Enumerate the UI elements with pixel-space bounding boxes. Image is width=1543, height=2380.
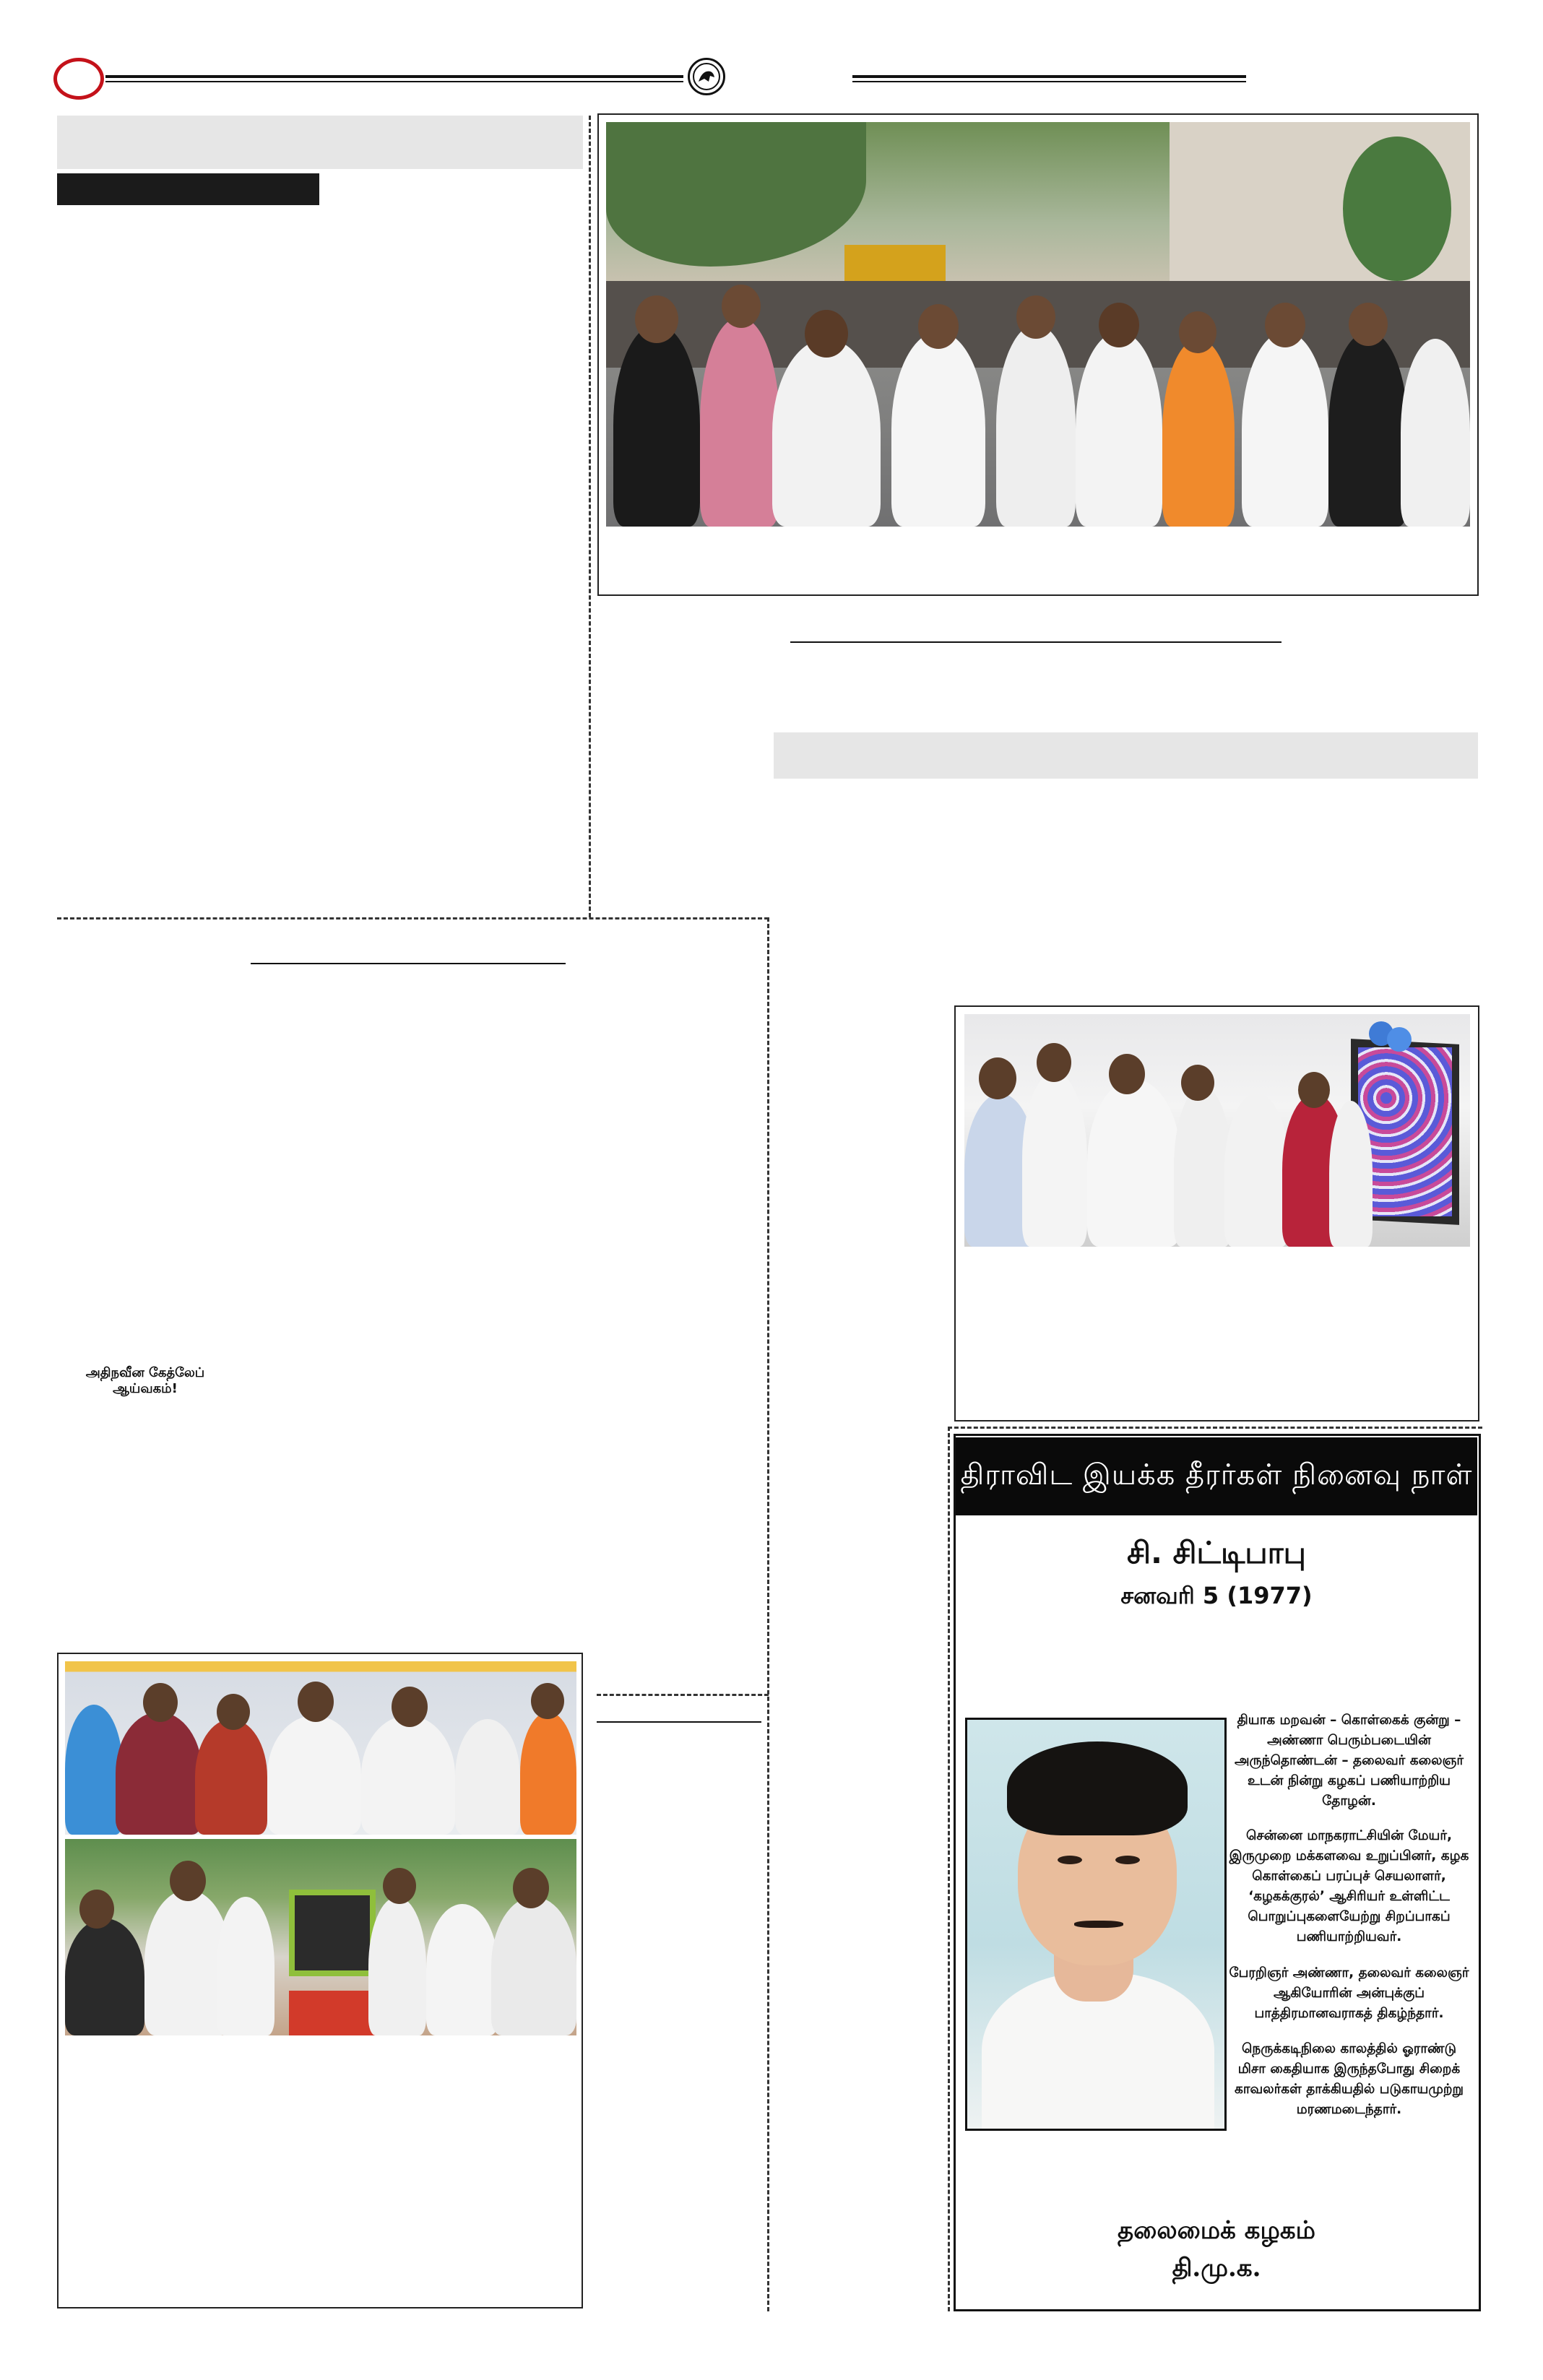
headline-band-right <box>774 732 1478 779</box>
ad-name: சி. சிட்டிபாபு <box>1127 1535 1306 1570</box>
ad-paragraph-2: சென்னை மாநகராட்சியின் மேயர், இருமுறை மக்களவை உறுப்பினர், கழக கொள்கைப் பரப்புச் செயலாளர், ‘கழகக்குரல்’ ஆசிரியர் உள்ளிட்ட பொறுப்புகளையேற்று சிறப்பாகப் பணியாற்றியவர். <box>1229 1828 1469 1944</box>
photo-exhibition <box>964 1014 1470 1247</box>
masthead-rule-right-thin <box>852 81 1246 82</box>
ad-footer-line-1: தலைமைக் கழகம் <box>1118 2216 1315 2245</box>
masthead-rule-right <box>852 75 1246 78</box>
kicker-band-left <box>57 173 319 205</box>
ad-paragraph-4: நெருக்கடிநிலை காலத்தில் ஓராண்டு மிசா கைதியாக இருந்தபோது சிறைக் காவலர்கள் தாக்கியதில் படுகாயமுற்று மரணமடைந்தார். <box>1235 2041 1464 2117</box>
headline-rule-narrow <box>597 1721 761 1723</box>
photo-frame-inauguration <box>57 1653 583 2308</box>
photo-ribbon-cutting <box>65 1661 576 1835</box>
photo-plaque-unveiling <box>65 1839 576 2035</box>
column-divider-1 <box>589 116 591 917</box>
section-divider-3 <box>948 1427 1482 1429</box>
column-divider-3 <box>948 1427 950 2311</box>
photo-rally <box>606 122 1470 527</box>
headline-rule-center <box>790 641 1281 643</box>
ad-title: திராவிட இயக்க தீரர்கள் நினைவு நாள் <box>956 1437 1477 1515</box>
ad-paragraph-1: தியாக மறவன் – கொள்கைக் குன்று – அண்ணா பெரும்படையின் அருந்தொண்டன் – தலைவர் கலைஞர் உடன் நின்று கழகப் பணியாற்றிய தோழன். <box>1235 1713 1464 1809</box>
inset-caption <box>69 1365 221 1397</box>
ad-footer-line-2: தி.மு.க. <box>1172 2254 1261 2282</box>
ad-portrait <box>965 1718 1227 2131</box>
headline-rule-mid-left <box>251 963 566 964</box>
ad-paragraph-3: பேரறிஞர் அண்ணா, தலைவர் கலைஞர் ஆகியோரின் அன்புக்குப் பாத்திரமானவராகத் திகழ்ந்தார். <box>1229 1965 1469 2021</box>
headline-band-left <box>57 116 583 169</box>
ad-date: சனவரி 5 (1977) <box>1120 1582 1313 1609</box>
photo-frame-rally <box>597 113 1479 596</box>
photo-frame-exhibition <box>954 1005 1479 1421</box>
masthead-rule-left-thin <box>105 81 683 82</box>
page-badge <box>53 58 104 100</box>
masthead-rule-left <box>105 75 683 78</box>
inset-caption-line-2: ஆய்வகம்! <box>113 1381 178 1396</box>
column-divider-2 <box>767 917 769 2311</box>
section-divider-1 <box>57 917 769 919</box>
section-divider-2 <box>597 1694 769 1696</box>
inset-caption-line-1: அதிநவீன கேத்லேப் <box>85 1365 205 1380</box>
rising-sun-emblem-icon <box>688 58 725 95</box>
